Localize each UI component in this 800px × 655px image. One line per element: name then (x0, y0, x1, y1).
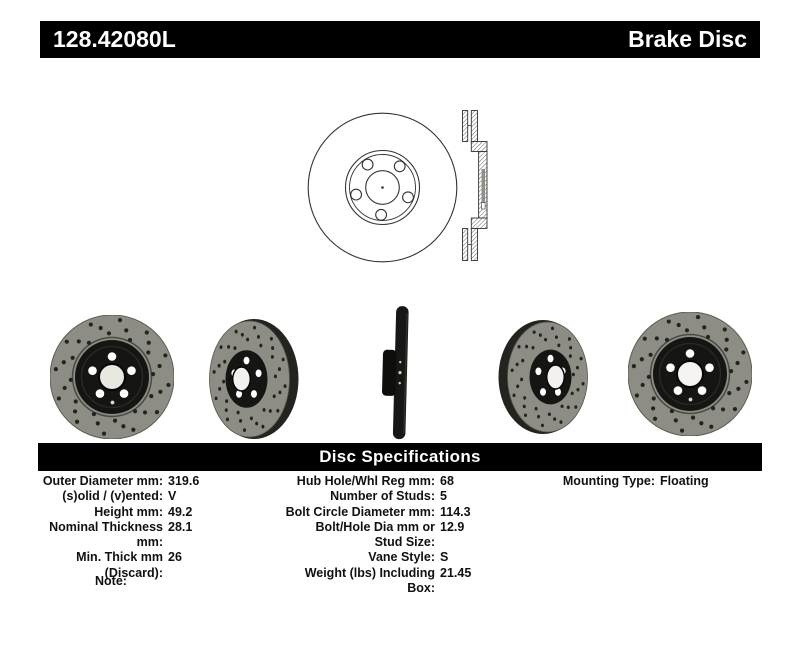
rotor-front-photo-left (50, 315, 174, 439)
spec-row (40, 474, 199, 489)
spec-label: Number of Studs: (330, 489, 435, 504)
rotor-three-quarter-photo-left (209, 318, 299, 440)
spec-label: Hub Hole/Whl Reg mm: (296, 474, 435, 488)
spec-label: Bolt Circle Diameter mm: (285, 504, 435, 519)
spec-label: Weight (lbs) Including Box: (304, 565, 435, 596)
note-label: Note: (95, 574, 127, 588)
product-type-title: Brake Disc (628, 26, 747, 52)
spec-value: 49.2 (168, 504, 193, 519)
spec-value: S (440, 550, 449, 565)
spec-label: Mounting Type: (562, 474, 655, 488)
rotor-front-photo-right (628, 312, 752, 436)
spec-value: 114.3 (440, 504, 471, 519)
technical-drawing (290, 90, 510, 275)
spec-column-dimensions (40, 474, 199, 581)
spec-row (285, 566, 471, 597)
spec-row (40, 505, 199, 520)
spec-value: 21.45 (440, 565, 472, 580)
spec-section-bar (38, 443, 762, 471)
rotor-three-quarter-photo-right (498, 319, 588, 435)
spec-row (40, 489, 199, 504)
spec-label: Vane Style: (368, 550, 435, 565)
spec-value: Floating (660, 474, 709, 488)
part-number: 128.42080L (53, 26, 176, 52)
drawing-front-view (308, 113, 457, 262)
spec-value: 26 (168, 550, 182, 565)
spec-column-mounting (560, 474, 709, 489)
drawing-side-view (463, 111, 488, 261)
spec-label: Min. Thick mm (Discard): (76, 550, 163, 580)
spec-value: 68 (440, 474, 454, 488)
spec-value: 319.6 (168, 474, 200, 488)
spec-row (285, 474, 471, 489)
spec-row (40, 520, 199, 551)
header-bar (40, 21, 760, 58)
spec-section-title: Disc Specifications (319, 447, 481, 466)
spec-row (285, 489, 471, 504)
spec-column-hub (285, 474, 471, 596)
spec-value: 12.9 (440, 519, 465, 534)
spec-label: Height mm: (94, 504, 163, 519)
spec-row (560, 474, 709, 489)
spec-value: 5 (440, 489, 447, 504)
spec-label: (s)olid / (v)ented: (62, 489, 163, 504)
spec-label: Nominal Thickness mm: (49, 519, 163, 550)
spec-label: Bolt/Hole Dia mm or Stud Size: (315, 519, 435, 550)
spec-value: V (168, 489, 177, 504)
rotor-edge-profile-photo (379, 305, 411, 442)
spec-row (285, 520, 471, 551)
spec-label: Outer Diameter mm: (42, 474, 163, 488)
spec-row (285, 505, 471, 520)
spec-row (285, 550, 471, 565)
spec-value: 28.1 (168, 519, 193, 534)
